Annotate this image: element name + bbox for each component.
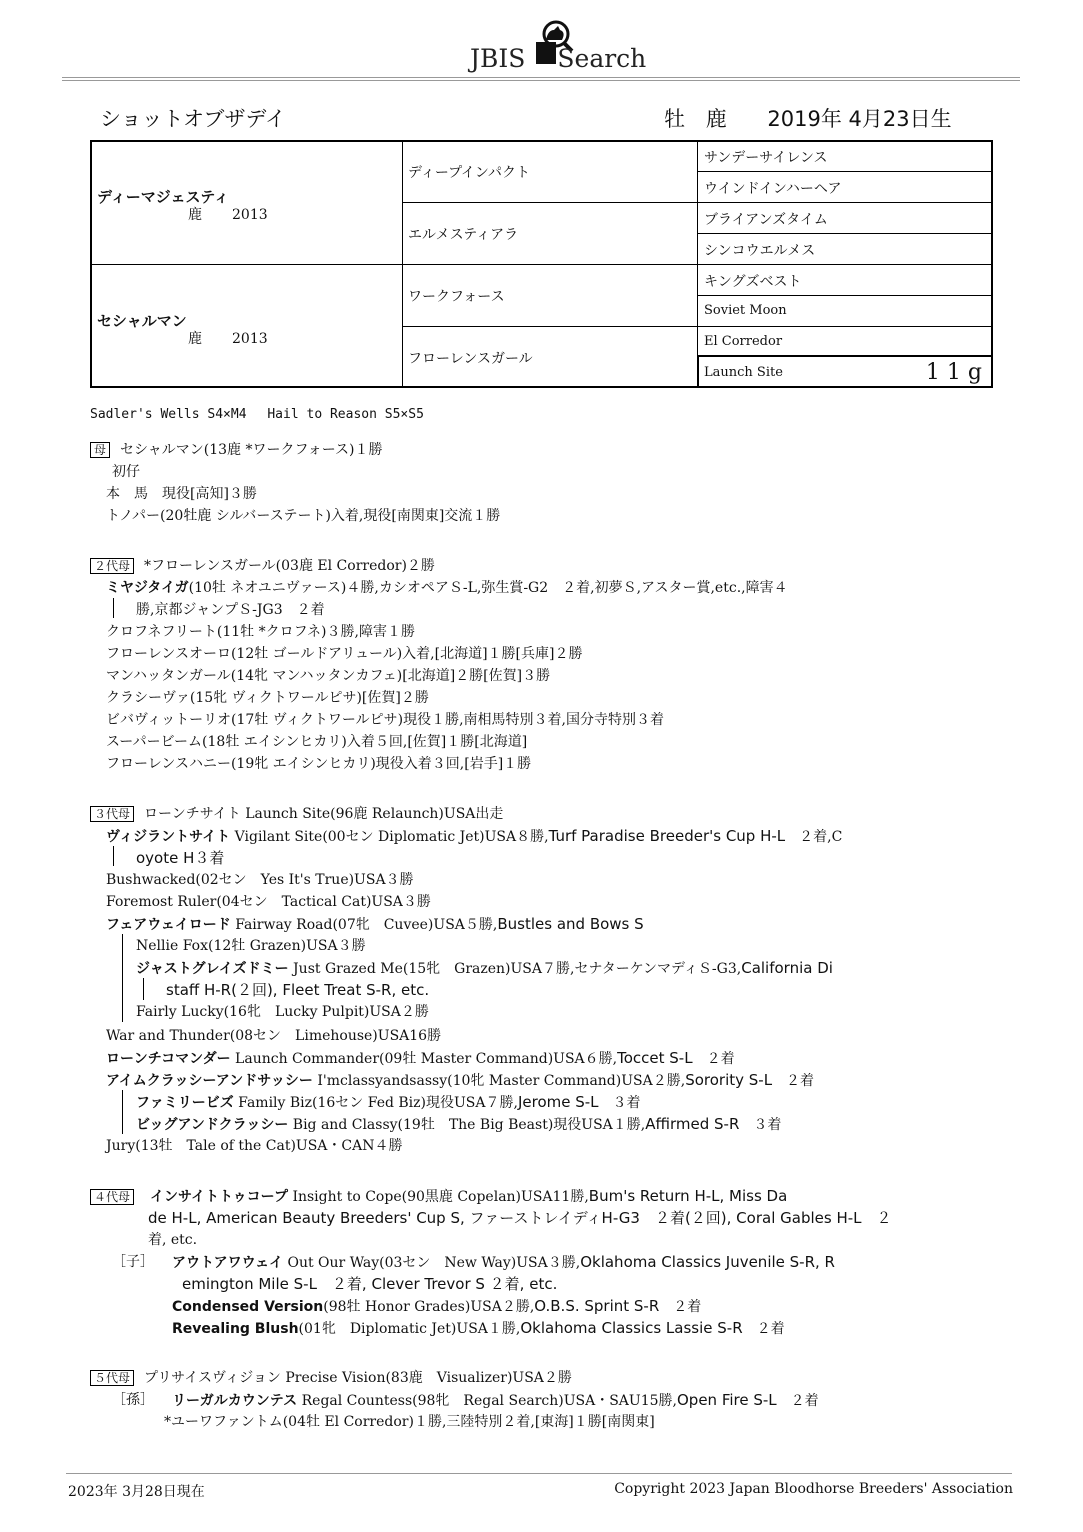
g4-kid-oow-cont: emington Mile S-L ２着, Clever Trevor S ２着, etc. bbox=[182, 1275, 558, 1293]
g4-kid-cv: Condensed Version(98牡 Honor Grades)USA２勝,O.B.S. Sprint S-R ２着 bbox=[172, 1297, 702, 1315]
g3-1: サンデーサイレンス bbox=[704, 150, 828, 166]
g2-sire-sire: ディープインパクト bbox=[408, 165, 530, 181]
g4-label: ４代母 bbox=[90, 1189, 134, 1205]
g3-kid-bush: Bushwacked(02セン Yes It's True)USA３勝 bbox=[106, 872, 414, 888]
jbis-logo bbox=[470, 20, 647, 75]
header-rule-2 bbox=[62, 80, 1020, 81]
g3-kid-fore: Foremost Ruler(04セン Tactical Cat)USA３勝 bbox=[106, 894, 431, 910]
g5-kid-yw: *ユーワファントム(04牡 El Corredor)１勝,三陸特別２着,[東海]１勝[南関東] bbox=[164, 1414, 655, 1430]
g3-kid-war: War and Thunder(08セン Limehouse)USA16勝 bbox=[106, 1028, 442, 1044]
g4-line-cont2: 着, etc. bbox=[148, 1232, 198, 1248]
horse-sex: 牡 bbox=[664, 107, 685, 131]
g2-line: ２代母 *フローレンスガール(03鹿 El Corredor)２勝 bbox=[90, 556, 435, 576]
g4-line-cont: de H-L, American Beauty Breeders' Cup S, ファーストレイディH-G3 ２着(２回), Coral Gables H-L ２ bbox=[148, 1209, 892, 1227]
footer-copyright: Copyright 2023 Japan Bloodhorse Breeders' Association bbox=[614, 1481, 1013, 1497]
g5-label: ５代母 bbox=[90, 1370, 134, 1386]
header-rule bbox=[62, 77, 1020, 78]
footer-rule bbox=[66, 1473, 1012, 1474]
g3-2: ウインドインハーヘア bbox=[704, 181, 842, 197]
g2-kid-8: フローレンスハニー(19牝 エイシンヒカリ)現役入着３回,[岩手]１勝 bbox=[106, 756, 532, 772]
logo-text-search: Search bbox=[557, 44, 647, 73]
g3-kid-just: ジャストグレイズドミー Just Grazed Me(15牝 Grazen)USA７勝,セナターケンマディＳ-G3,California Di bbox=[136, 959, 833, 977]
dam-kid-3: トノパー(20牡鹿 シルバーステート)入着,現役[南関東]交流１勝 bbox=[106, 508, 501, 524]
g3-6: Soviet Moon bbox=[704, 303, 787, 318]
g2-dam-sire: ワークフォース bbox=[408, 289, 505, 305]
g2-dam-dam: フローレンスガール bbox=[408, 351, 533, 367]
g3-kid-bc: ビッグアンドクラッシー Big and Classy(19牡 The Big Beast)現役USA１勝,Affirmed S-R ３着 bbox=[136, 1115, 782, 1133]
g3-kid-fb: ファミリービズ Family Biz(16セン Fed Biz)現役USA７勝,Jerome S-L ３着 bbox=[136, 1093, 641, 1111]
g4-ko-label: ［子］ bbox=[112, 1254, 154, 1270]
dam-label: 母 bbox=[90, 442, 110, 458]
g3-kid-vigilant: ヴィジラントサイト Vigilant Site(00セン Diplomatic Jet)USA８勝,Turf Paradise Breeder's Cup H-L ２着,C bbox=[106, 827, 843, 845]
sire-name: ディーマジェスティ bbox=[97, 188, 230, 206]
g4-line: ４代母 インサイトトゥコープ Insight to Cope(90黒鹿 Copelan)USA11勝,Bum's Return H-L, Miss Da bbox=[90, 1186, 787, 1207]
g2-kid-5: クラシーヴァ(15牝 ヴィクトワールピサ)[佐賀]２勝 bbox=[106, 690, 429, 706]
g3-kid-fairway: フェアウェイロード Fairway Road(07牝 Cuvee)USA５勝,Bustles and Bows S bbox=[106, 915, 644, 933]
g2-sire-dam: エルメスティアラ bbox=[408, 227, 519, 243]
g5-line: ５代母 プリサイスヴィジョン Precise Vision(83鹿 Visualizer)USA２勝 bbox=[90, 1368, 572, 1388]
inbreeding-line: Sadler's Wells S4×M4 Hail to Reason S5×S5 bbox=[90, 407, 424, 422]
dam-line: 母 セシャルマン(13鹿 *ワークフォース)１勝 bbox=[90, 440, 383, 460]
g4-kid-oow: アウトアワウェイ Out Our Way(03セン New Way)USA３勝,Oklahoma Classics Juvenile S-R, R bbox=[172, 1253, 835, 1271]
pedigree-table bbox=[90, 140, 993, 388]
g3-4: シンコウエルメス bbox=[704, 243, 816, 259]
horse-birth: 2019年 4月23日生 bbox=[767, 107, 952, 131]
g2-kid-7: スーパービーム(18牡 エイシンヒカリ)入着５回,[佐賀]１勝[北海道] bbox=[106, 734, 528, 750]
dam-sub: 鹿 2013 bbox=[188, 331, 268, 347]
footer-date: 2023年 3月28日現在 bbox=[68, 1484, 205, 1500]
g3-kid-im: アイムクラッシーアンドサッシー I'mclassyandsassy(10牝 Master Command)USA２勝,Sorority S-L ２着 bbox=[106, 1071, 815, 1089]
g3-3: ブライアンズタイム bbox=[704, 212, 828, 228]
g3-kid-lc: ローンチコマンダー Launch Commander(09牡 Master Command)USA６勝,Toccet S-L ２着 bbox=[106, 1049, 735, 1067]
g3-kid-just-cont: staff H-R(２回), Fleet Treat S-R, etc. bbox=[166, 981, 430, 999]
g3-7: El Corredor bbox=[704, 334, 783, 349]
g5-kid-rc: リーガルカウンテス Regal Countess(98牝 Regal Search)USA・SAU15勝,Open Fire S-L ２着 bbox=[172, 1391, 819, 1409]
g2-label: ２代母 bbox=[90, 558, 134, 574]
g3-8: Launch Site bbox=[704, 365, 783, 380]
launch-site-weight: 11g bbox=[925, 360, 989, 385]
sire-sub: 鹿 2013 bbox=[188, 207, 268, 223]
g2-kid-miyaji: ミヤジタイガ(10牡 ネオユニヴァース)４勝,カシオペアＳ-L,弥生賞-G2 ２着,初夢Ｓ,アスター賞,etc.,障害４ bbox=[106, 580, 788, 596]
g3-kid-nellie: Nellie Fox(12牡 Grazen)USA３勝 bbox=[136, 938, 366, 954]
horse-color: 鹿 bbox=[705, 107, 727, 131]
horse-info bbox=[664, 103, 966, 133]
g2-kid-2: クロフネフリート(11牡 *クロフネ)３勝,障害１勝 bbox=[106, 624, 415, 640]
g3-kid-jury: Jury(13牡 Tale of the Cat)USA・CAN４勝 bbox=[106, 1138, 403, 1154]
logo-text-jbis: JBIS bbox=[470, 44, 526, 73]
dam-name: セシャルマン bbox=[97, 312, 187, 330]
horse-name: ショットオブザデイ bbox=[100, 107, 286, 131]
g3-line: ３代母 ローンチサイト Launch Site(96鹿 Relaunch)USA出走 bbox=[90, 804, 503, 824]
g5-mago-label: ［孫］ bbox=[112, 1392, 154, 1408]
g2-kid-3: フローレンスオーロ(12牡 ゴールドアリュール)入着,[北海道]１勝[兵庫]２勝 bbox=[106, 646, 583, 662]
g4-kid-rb: Revealing Blush(01牝 Diplomatic Jet)USA１勝,Oklahoma Classics Lassie S-R ２着 bbox=[172, 1319, 785, 1337]
g3-label: ３代母 bbox=[90, 806, 134, 822]
g2-kid-miyaji-cont: 勝,京都ジャンプＳ-JG3 ２着 bbox=[136, 602, 325, 618]
g3-5: キングズベスト bbox=[704, 274, 802, 290]
g3-kid-vigilant-cont: oyote H３着 bbox=[136, 849, 225, 867]
dam-kid-2: 本 馬 現役[高知]３勝 bbox=[106, 486, 257, 502]
g3-kid-fairly: Fairly Lucky(16牝 Lucky Pulpit)USA２勝 bbox=[136, 1004, 429, 1020]
g2-kid-6: ビバヴィットーリオ(17牡 ヴィクトワールピサ)現役１勝,南相馬特別３着,国分寺特別３着 bbox=[106, 712, 664, 728]
dam-kid-1: 初仔 bbox=[112, 464, 140, 480]
g2-kid-4: マンハッタンガール(14牝 マンハッタンカフェ)[北海道]２勝[佐賀]３勝 bbox=[106, 668, 551, 684]
